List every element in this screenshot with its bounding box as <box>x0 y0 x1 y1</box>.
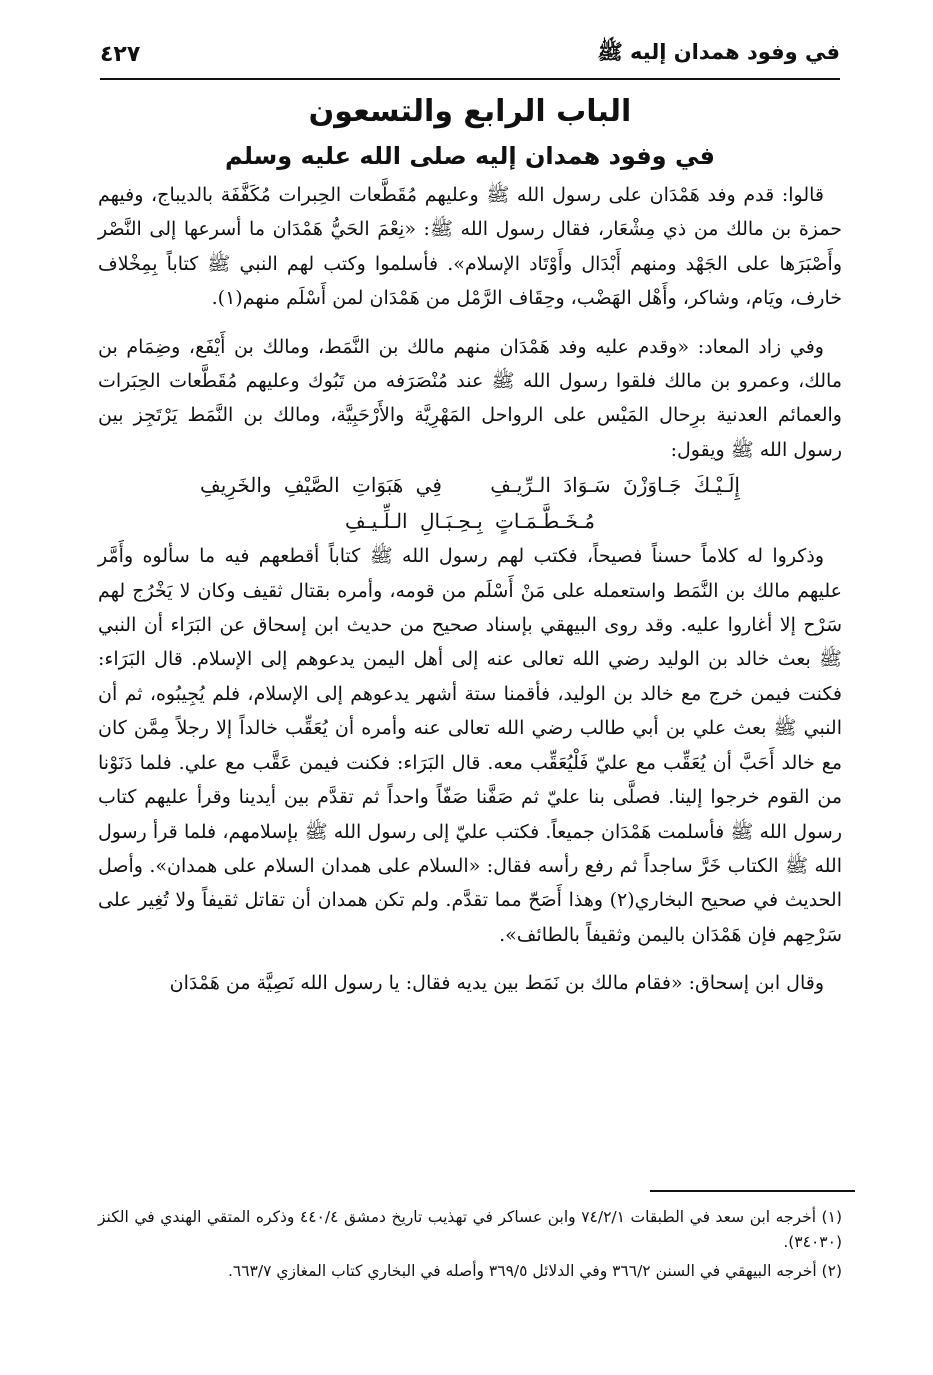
chapter-subtitle: في وفود همدان إليه صلى الله عليه وسلم <box>225 142 715 170</box>
paragraph-1: قالوا: قدم وفد هَمْدَان على رسول الله ﷺ وعليهم مُقَطَّعات الحِبرات مُكَفَّفَة بالديباج، وفيهم حمزة بن مالك من ذي مِشْعَار، فقال رسول الله ﷺ: «نِعْمَ الحَيُّ هَمْدَان ما أسرعها إلى النَّصْر وأَصْبَرَها على الجَهْد ومنهم أَبْدَال وأَوْتَاد الإسلام». فأسلموا وكتب لهم النبي ﷺ كتاباً بِمِخْلاف خارف، ويَام، وشاكر، وأَهْل الهَضْب، وحِقَاف الرَّمْل من هَمْدَان لمن أَسْلَم منهم(١). <box>98 184 842 310</box>
running-header-title: في وفود همدان إليه ﷺ <box>597 39 840 64</box>
paragraph-4: وقال ابن إسحاق: «فقام مالك بن نَمَط بين يديه فقال: يا رسول الله نَصِيَّة من هَمْدَان <box>169 972 824 995</box>
footnote-1: (١) أخرجه ابن سعد في الطبقات ٧٤/٢/١ وابن عساكر في تهذيب تاريخ دمشق ٤٤٠/٤ وذكره المتقي الهندي في الكنز (٣٤٠٣٠). <box>98 1208 842 1251</box>
poem-verse-1 <box>98 467 842 503</box>
paragraph-3: وذكروا له كلاماً حسناً فصيحاً، فكتب لهم رسول الله ﷺ كتاباً أقطعهم فيه ما سألوه وأَمَّر عليهم مالك بن النَّمَط واستعمله على مَنْ أَسْلَم من قومه، وأمره بقتال ثقيف وكان لا يَخْرُج لهم سَرْح إلا أغاروا عليه. وقد روى البيهقي بإسناد صحيح من حديث ابن إسحاق عن البَرَاء أن النبي ﷺ بعث خالد بن الوليد رضي الله تعالى عنه إلى أهل اليمن يدعوهم إلى الإسلام. قال البَرَاء: فكنت فيمن خرج مع خالد بن الوليد، فأقمنا ستة أشهر يدعوهم إلى الإسلام، فلم يُجِيبُوه، ثم أن النبي ﷺ بعث علي بن أبي طالب رضي الله تعالى عنه وأمره أن يُعَقِّب خالداً إلا رجلاً مِمَّن كان مع خالد أَحَبَّ أن يُعَقِّب مع عليّ فَلْيُعَقِّب معه. قال البَرَاء: فكنت فيمن عَقَّب مع علي. فلما دَنَوْنا من القوم خرجوا إلينا. فصلَّى بنا عليّ ثم صَفَّنا صَفّاً واحداً ثم تقدَّم بين أيدينا وقرأ عليهم كتاب رسول الله ﷺ فأسلمت هَمْدَان جميعاً. فكتب عليّ إلى رسول الله ﷺ بإسلامهم، فلما قرأ رسول الله ﷺ الكتاب خَرَّ ساجداً ثم رفع رأسه فقال: «السلام على همدان السلام على همدان». وأصل الحديث في صحيح البخاري(٢) وهذا أَصَحّ مما تقدَّم. ولم تكن همدان أن تقاتل ثقيفاً ولا تُغِير على سَرْحِهم فإن هَمْدَان باليمن وثقيفاً بالطائف». <box>98 545 843 946</box>
verse-2-hemistich: مُـخَـطَّـمَـاتٍ بِـحِـبَـالِ الـلِّـيـفِ <box>345 509 595 534</box>
footnote-divider <box>650 1190 855 1192</box>
running-header <box>100 34 840 74</box>
paragraph-2: وفي زاد المعاد: «وقدم عليه وفد هَمْدَان منهم مالك بن النَّمَط، ومالك بن أَيْفَع، وضِمَام بن مالك، وعمرو بن مالك فلقوا رسول الله ﷺ عند مُنْصَرَفه من تَبُوك وعليهم مُقَطَّعات الحِبَرات والعمائم العدنية برِحال المَيْس على الرواحل المَهْرِيَّة والأَرْحَبِيَّة، ومالك بن النَّمَط يَرْتَجِز بين رسول الله ﷺ ويقول: <box>98 335 842 461</box>
chapter-title: الباب الرابع والتسعون <box>308 94 632 129</box>
main-text <box>98 178 842 1001</box>
footnote-2: (٢) أخرجه البيهقي في السنن ٣٦٦/٢ وفي الدلائل ٣٦٩/٥ وأصله في البخاري كتاب المغازي ٦٦٣/٧. <box>227 1262 842 1280</box>
verse-1-second-hemistich: فِي هَبَوَاتِ الصَّيْفِ والخَرِيفِ <box>200 473 442 498</box>
header-divider <box>100 78 840 80</box>
poem-verse-2 <box>98 503 842 539</box>
page-number: ٤٢٧ <box>100 41 141 67</box>
verse-1-first-hemistich: إِلَـيْـكَ جَـاوَزْنَ سَـوَادَ الـرِّيـفِ <box>490 473 740 498</box>
footnotes <box>98 1205 842 1288</box>
